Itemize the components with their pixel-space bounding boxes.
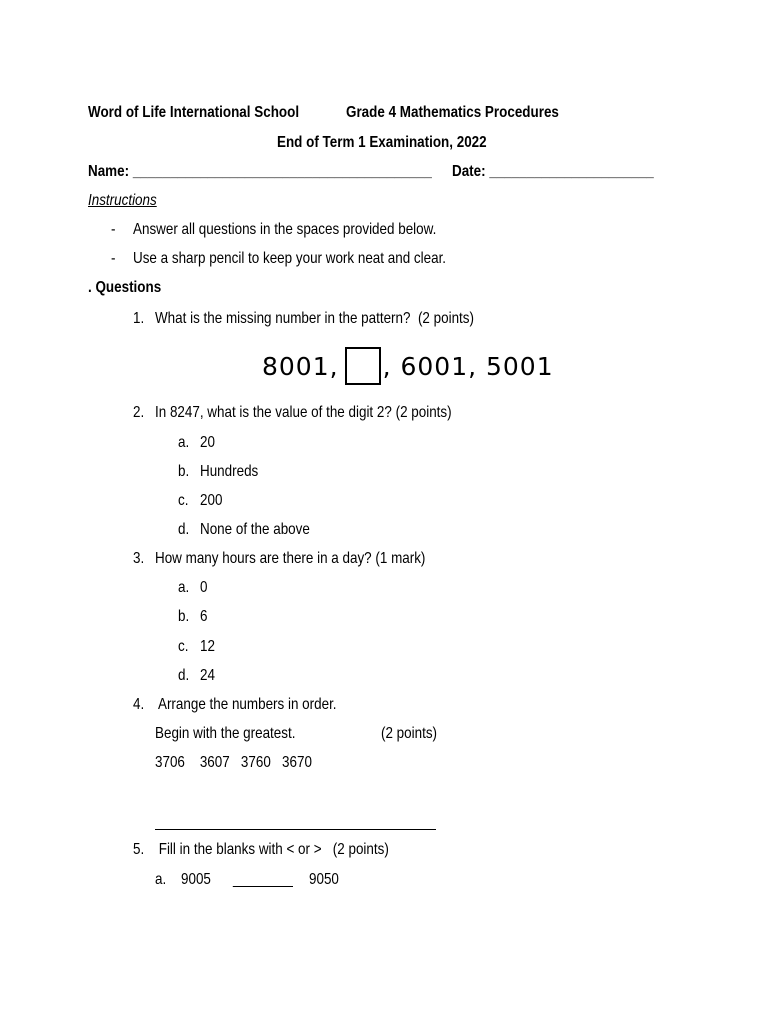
option-letter: a. [178,579,190,596]
answer-line[interactable] [155,829,436,830]
option-letter: b. [178,608,190,625]
number-pattern [262,346,554,386]
option-text[interactable]: 200 [200,492,223,509]
option-text[interactable]: 12 [200,638,215,655]
question-3-text: How many hours are there in a day? (1 mark) [155,550,426,567]
compare-left-number: 9005 [181,871,211,888]
option-text[interactable]: 0 [200,579,208,596]
instruction-item: Use a sharp pencil to keep your work neat and clear. [133,250,447,267]
question-4-text: Arrange the numbers in order. [155,696,337,713]
exam-title: End of Term 1 Examination, 2022 [277,134,487,151]
question-4-points: (2 points) [381,725,438,742]
option-text[interactable]: Hundreds [200,463,259,480]
option-text[interactable]: 24 [200,667,215,684]
pattern-after: , 6001, 5001 [382,351,554,381]
question-4-subtext: Begin with the greatest. [155,725,296,742]
instruction-item: Answer all questions in the spaces provided below. [133,221,437,238]
subject-title: Grade 4 Mathematics Procedures [346,104,559,121]
question-number: 2. [133,404,145,421]
bullet-dash: - [111,250,116,267]
questions-heading: . Questions [88,279,162,296]
school-name: Word of Life International School [88,104,300,121]
pattern-before: 8001, [262,351,339,381]
option-text[interactable]: 20 [200,434,215,451]
question-number: 1. [133,310,145,327]
question-2-text: In 8247, what is the value of the digit 2? (2 points) [155,404,452,421]
option-letter: b. [178,463,190,480]
question-number: 5. [133,841,145,858]
name-field[interactable]: Name: ________________________________________ [88,163,432,180]
question-number: 3. [133,550,145,567]
option-text[interactable]: None of the above [200,521,310,538]
option-letter: c. [178,492,189,509]
option-letter: c. [178,638,189,655]
compare-right-number: 9050 [309,871,339,888]
option-letter: d. [178,667,190,684]
question-4-numbers: 3706 3607 3760 3670 [155,754,312,771]
option-letter: a. [178,434,190,451]
bullet-dash: - [111,221,116,238]
question-number: 4. [133,696,145,713]
missing-number-box[interactable] [345,347,381,385]
option-letter: d. [178,521,190,538]
option-text[interactable]: 6 [200,608,208,625]
option-letter: a. [155,871,167,888]
question-1-text: What is the missing number in the pattern? (2 points) [155,310,474,327]
date-field[interactable]: Date: ______________________ [452,163,654,180]
compare-blank[interactable]: ________ [233,871,293,888]
instructions-heading: Instructions [88,192,157,209]
question-5-text: Fill in the blanks with < or > (2 points) [155,841,389,858]
